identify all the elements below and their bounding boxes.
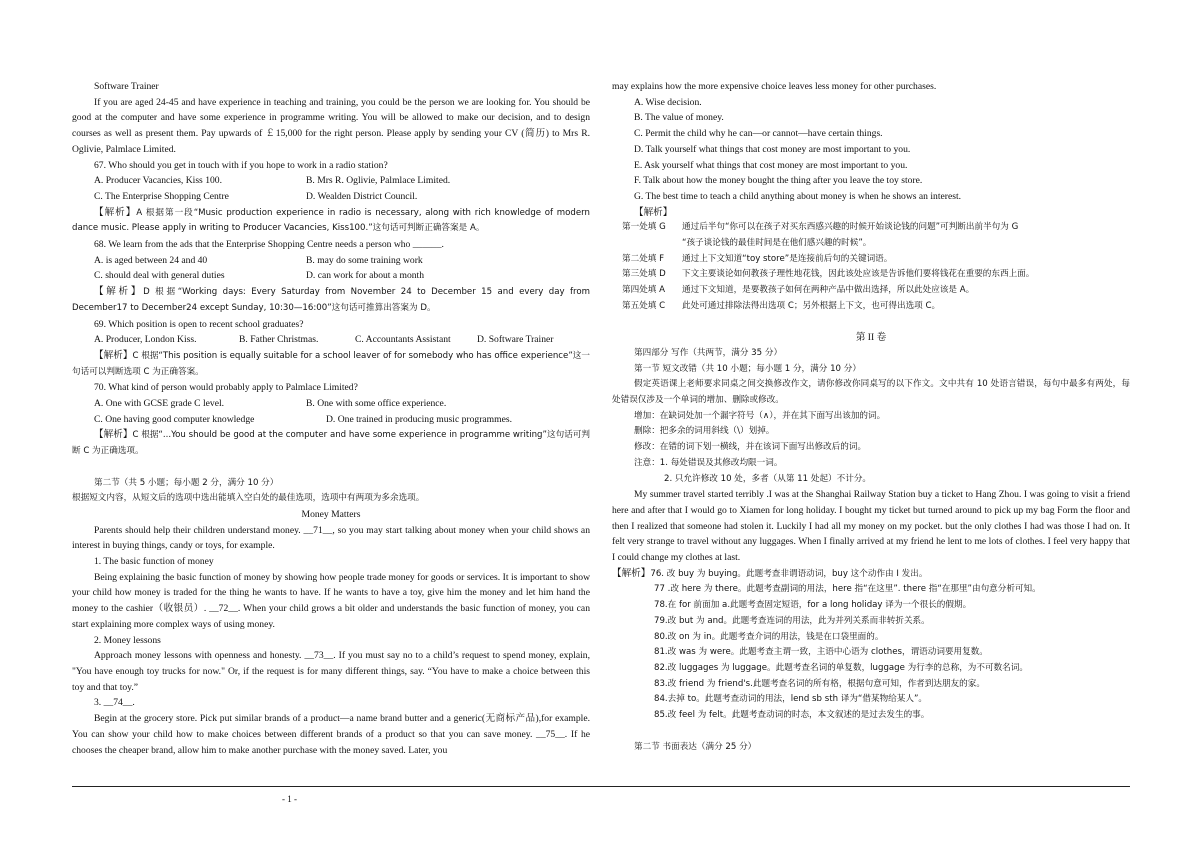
q69-option-c: C. Accountants Assistant [355, 334, 451, 346]
footer-divider [72, 786, 1130, 787]
q70-options-row2 [72, 412, 590, 428]
blank-71-key: 第一处填 G [622, 222, 666, 233]
question-67: 67. Who should you get in touch with if you hope to work in a radio station? [94, 159, 388, 171]
blank-72-text: 通过上下文知道“toy store”是连接前后句的关键词语。 [682, 253, 893, 264]
blank-74-key: 第四处填 A [622, 285, 665, 296]
section-1-heading: 第一节 短文改错（共 10 小题；每小题 1 分，满分 10 分） [634, 363, 861, 374]
passage-title: Money Matters [301, 508, 361, 520]
left-column [72, 79, 590, 758]
passage-subheading-1: 1. The basic function of money [94, 556, 214, 568]
q67-option-a: A. Producer Vacancies, Kiss 100. [94, 175, 222, 187]
key-78: 78.在 for 前面加 a.此题考查固定短语，for a long holiday 译为一个很长的假期。 [654, 600, 972, 611]
rule-modify: 修改：在错的词下划一横线，并在该词下面写出修改后的词。 [634, 442, 867, 453]
section-2-heading: 第二节（共 5 小题；每小题 2 分，满分 10 分） [94, 477, 279, 488]
q70-option-c: C. One having good computer knowledge [94, 413, 255, 425]
q68-explanation [72, 284, 590, 316]
blank-71-text-2: “孩子谈论钱的最佳时间是在他们感兴趣的时候”。 [682, 238, 872, 249]
key-85: 85.改 feel 为 felt。此题考查动词的时态，本文叙述的是过去发生的事。 [654, 710, 930, 721]
key-77: 77 .改 here 为 there。此题考查副词的用法，here 指“在这里”. there 指“在那里”由句意分析可知。 [654, 584, 1041, 595]
ad-title: Software Trainer [94, 81, 159, 92]
option-a: A. Wise decision. [634, 96, 702, 108]
part-4-heading: 第四部分 写作（共两节，满分 35 分） [634, 347, 783, 358]
blank-75-key: 第五处填 C [622, 300, 666, 311]
blank-75-row [612, 299, 1130, 315]
passage-para-3: Approach money lessons with openness and honesty. __73__. If you must say no to a child’s request to spend money, explain, "You have enough toy trucks for now." Or, if the request is for many different things, say. “You have to make a choice between this toy and that toy.” [72, 650, 590, 693]
key-76-text: 76. 改 buy 为 buying。此题考查非谓语动词，buy 这个动作由 I 发出。 [650, 568, 928, 579]
blank-72-row [612, 252, 1130, 268]
volume-2-heading: 第 II 卷 [855, 332, 887, 344]
essay-text: My summer travel started terribly .I was at the Shanghai Railway Station buy a ticket to Hang Zhou. I was going to visit a friend here and after that I would go to Xiamen for long holiday. I bought my ticket but turned around to pick up my bag Form the floor and then I realized that someone had stolen it. Luckily I had all my money on my pocket. but the only clothes I had was those I had on. It felt very strange to travel without any luggages. When I finally arrived at my friend he lent to me lots of clothes. I feel very happy that I could change my clothes at last. [612, 489, 1130, 564]
blank-71-text: 通过后半句“你可以在孩子对买东西感兴趣的时候开始谈论钱的问题”可判断出前半句为 G [682, 222, 1019, 233]
section-2-writing-heading: 第二节 书面表达（满分 25 分） [634, 741, 757, 752]
blank-74-row [612, 283, 1130, 299]
spacer [72, 460, 590, 476]
q70-options-row1 [72, 396, 590, 412]
q67-explanation-tag: 【解析】 [94, 206, 137, 218]
key-79: 79.改 but 为 and。此题考查连词的用法，此为并列关系而非转折关系。 [654, 615, 930, 626]
q67-explanation-text: A 根据第一段“Music production experience in radio is necessary, along with rich knowledge of modern dance music. Please apply in writing to Producer Vacancies, Kiss100.”这句话可判断正确答案是 A。 [72, 207, 590, 234]
key-80: 80.改 on 为 in。此题考查介词的用法，钱是在口袋里面的。 [654, 631, 884, 642]
passage-para-2: Being explaining the basic function of money by showing how people trade money for goods or services. It is important to show your child how money is traded for the thing he wants to have. If he wants to have a toy, give him the money and let him hand the money to the cashier（收银员）. __72__. When your child grows a bit older and understands the basic function of money, you can start explaining more complex ways of using money. [72, 571, 590, 630]
ad-body: If you are aged 24-45 and have experience in teaching and training, you could be the person we are looking for. You should be good at the computer and have some experience in programme writing. You will be allowed to make our decision, and to design courses as well as present them. Pay upwards of ￡15,000 for the right person. Please apply by sending your CV (简历) to Mrs R. Oglivie, Palmlace Limited. [72, 96, 590, 155]
blank-71-row-2 [612, 236, 1130, 252]
q69-explanation [72, 348, 590, 380]
note-2: 2. 只允许修改 10 处，多者（从第 11 处起）不计分。 [664, 473, 872, 484]
key-84: 84.去掉 to。此题考查动词的用法，lend sb sth 译为“借某物给某人”。 [654, 694, 927, 705]
q69-explanation-text: C 根据“This position is equally suitable for a school leaver of for somebody who has office experience”这一句话可以判断选项 C 为正确答案。 [72, 350, 590, 377]
key-82: 82.改 luggages 为 luggage。此题考查名词的单复数，luggage 为行李的总称，为不可数名词。 [654, 663, 1028, 673]
q67-option-c: C. The Enterprise Shopping Centre [94, 190, 229, 202]
rule-delete: 删除：把多余的词用斜线（\）划掉。 [634, 426, 775, 437]
explanation-tag: 【解析】 [634, 206, 673, 218]
option-g: G. The best time to teach a child anything about money is when he shows an interest. [634, 190, 962, 202]
q69-option-a: A. Producer, London Kiss. [94, 334, 197, 346]
q68-option-b: B. may do some training work [306, 254, 423, 266]
blank-71-row [612, 220, 1130, 236]
q70-explanation-text: C 根据“...You should be good at the computer and have some experience in programme writing”这句话可判断 C 为正确选项。 [72, 430, 591, 457]
q67-options-row2 [72, 189, 590, 205]
q68-explanation-tag: 【解析】 [94, 286, 144, 298]
option-c: C. Permit the child why he can—or cannot—have certain things. [634, 128, 883, 140]
blank-71-key-spacer [612, 236, 682, 252]
q69-option-d: D. Software Trainer [477, 334, 554, 346]
blank-75-text: 此处可通过排除法得出选项 C；另外根据上下文，也可得出选项 C。 [682, 300, 941, 311]
question-69: 69. Which position is open to recent school graduates? [94, 318, 304, 330]
right-column [612, 79, 1130, 755]
key-76 [612, 566, 1130, 583]
q70-explanation [72, 427, 590, 459]
blank-72-key: 第二处填 F [622, 253, 665, 264]
option-e: E. Ask yourself what things that cost money are most important to you. [634, 159, 908, 171]
key-81: 81.改 was 为 were。此题考查主谓一致，主语中心语为 clothes，谓语动词要用复数。 [654, 647, 988, 658]
q67-option-b: B. Mrs R. Oglivie, Palmlace Limited. [306, 175, 451, 187]
q69-explanation-tag: 【解析】 [94, 349, 133, 361]
q70-explanation-tag: 【解析】 [94, 429, 133, 441]
blank-74-text: 通过下文知道，是要教孩子如何在两种产品中做出选择，所以此处应该是 A。 [682, 285, 975, 296]
q67-options-row1 [72, 173, 590, 189]
q68-options-row2 [72, 268, 590, 284]
passage-continuation: may explains how the more expensive choice leaves less money for other purchases. [612, 81, 937, 92]
q68-option-d: D. can work for about a month [306, 270, 425, 282]
page-number: - 1 - [282, 794, 297, 804]
q67-explanation [72, 205, 590, 237]
passage-subheading-3: 3. __74__. [94, 697, 135, 709]
q70-option-b: B. One with some office experience. [306, 398, 447, 410]
blank-73-row [612, 267, 1130, 283]
passage-para-1: Parents should help their children understand money. __71__, so you may start talking about money when your child shows an interest in buying things, candy or toys, for example. [72, 524, 590, 552]
q70-option-d: D. One trained in producing music programmes. [326, 413, 512, 425]
section-2-instruction: 根据短文内容，从短文后的选项中选出能填入空白处的最佳选项，选项中有两项为多余选项。 [72, 493, 425, 504]
spacer [612, 315, 1130, 331]
note-1: 注意：1. 每处错误及其修改均限一词。 [634, 457, 783, 468]
q68-explanation-text: D 根据“Working days: Every Saturday from November 24 to December 15 and every day from December17 to December24 except Sunday, 10:30—16:00”这句话可推算出答案为 D。 [72, 287, 590, 313]
option-f: F. Talk about how the money bought the thing after you leave the toy store. [634, 175, 923, 187]
passage-subheading-2: 2. Money lessons [94, 634, 161, 646]
passage-para-4: Begin at the grocery store. Pick put similar brands of a product—a name brand butter and a generic(无商标产品),for example. You can show your child how to make choices between different brands of a product so that you can save money. __75__. If he chooses the cheaper brand, allow him to make another purchase with the money saved. Later, you [72, 713, 590, 756]
correction-instructions: 假定英语课上老师要求同桌之间交换修改作文，请你修改你同桌写的以下作文。文中共有 10 处语言错误，每句中最多有两处，每处错误仅涉及一个单词的增加、删除或修改。 [612, 379, 1130, 406]
q70-option-a: A. One with GCSE grade C level. [94, 398, 225, 410]
q68-option-c: C. should deal with general duties [94, 270, 225, 282]
spacer [612, 724, 1130, 740]
option-b: B. The value of money. [634, 112, 724, 124]
key-76-tag: 【解析】 [612, 567, 651, 579]
blank-73-text: 下文主要谈论如何教孩子理性地花钱，因此该处应该是告诉他们要将钱花在重要的东西上面。 [682, 269, 1035, 280]
q67-option-d: D. Wealden District Council. [306, 190, 418, 202]
question-70: 70. What kind of person would probably apply to Palmlace Limited? [94, 382, 358, 394]
question-68: 68. We learn from the ads that the Enterprise Shopping Centre needs a person who ______. [94, 239, 444, 251]
q69-option-b: B. Father Christmas. [239, 334, 319, 346]
q69-options-row [72, 332, 590, 348]
q68-option-a: A. is aged between 24 and 40 [94, 254, 208, 266]
q68-options-row1 [72, 253, 590, 269]
blank-73-key: 第三处填 D [622, 269, 666, 280]
option-d: D. Talk yourself what things that cost money are most important to you. [634, 143, 911, 155]
key-83: 83.改 friend 为 friend's.此题考查名词的所有格，根据句意可知，作者到达朋友的家。 [654, 678, 985, 689]
rule-add: 增加：在缺词处加一个漏字符号（∧），并在其下面写出该加的词。 [634, 410, 886, 421]
